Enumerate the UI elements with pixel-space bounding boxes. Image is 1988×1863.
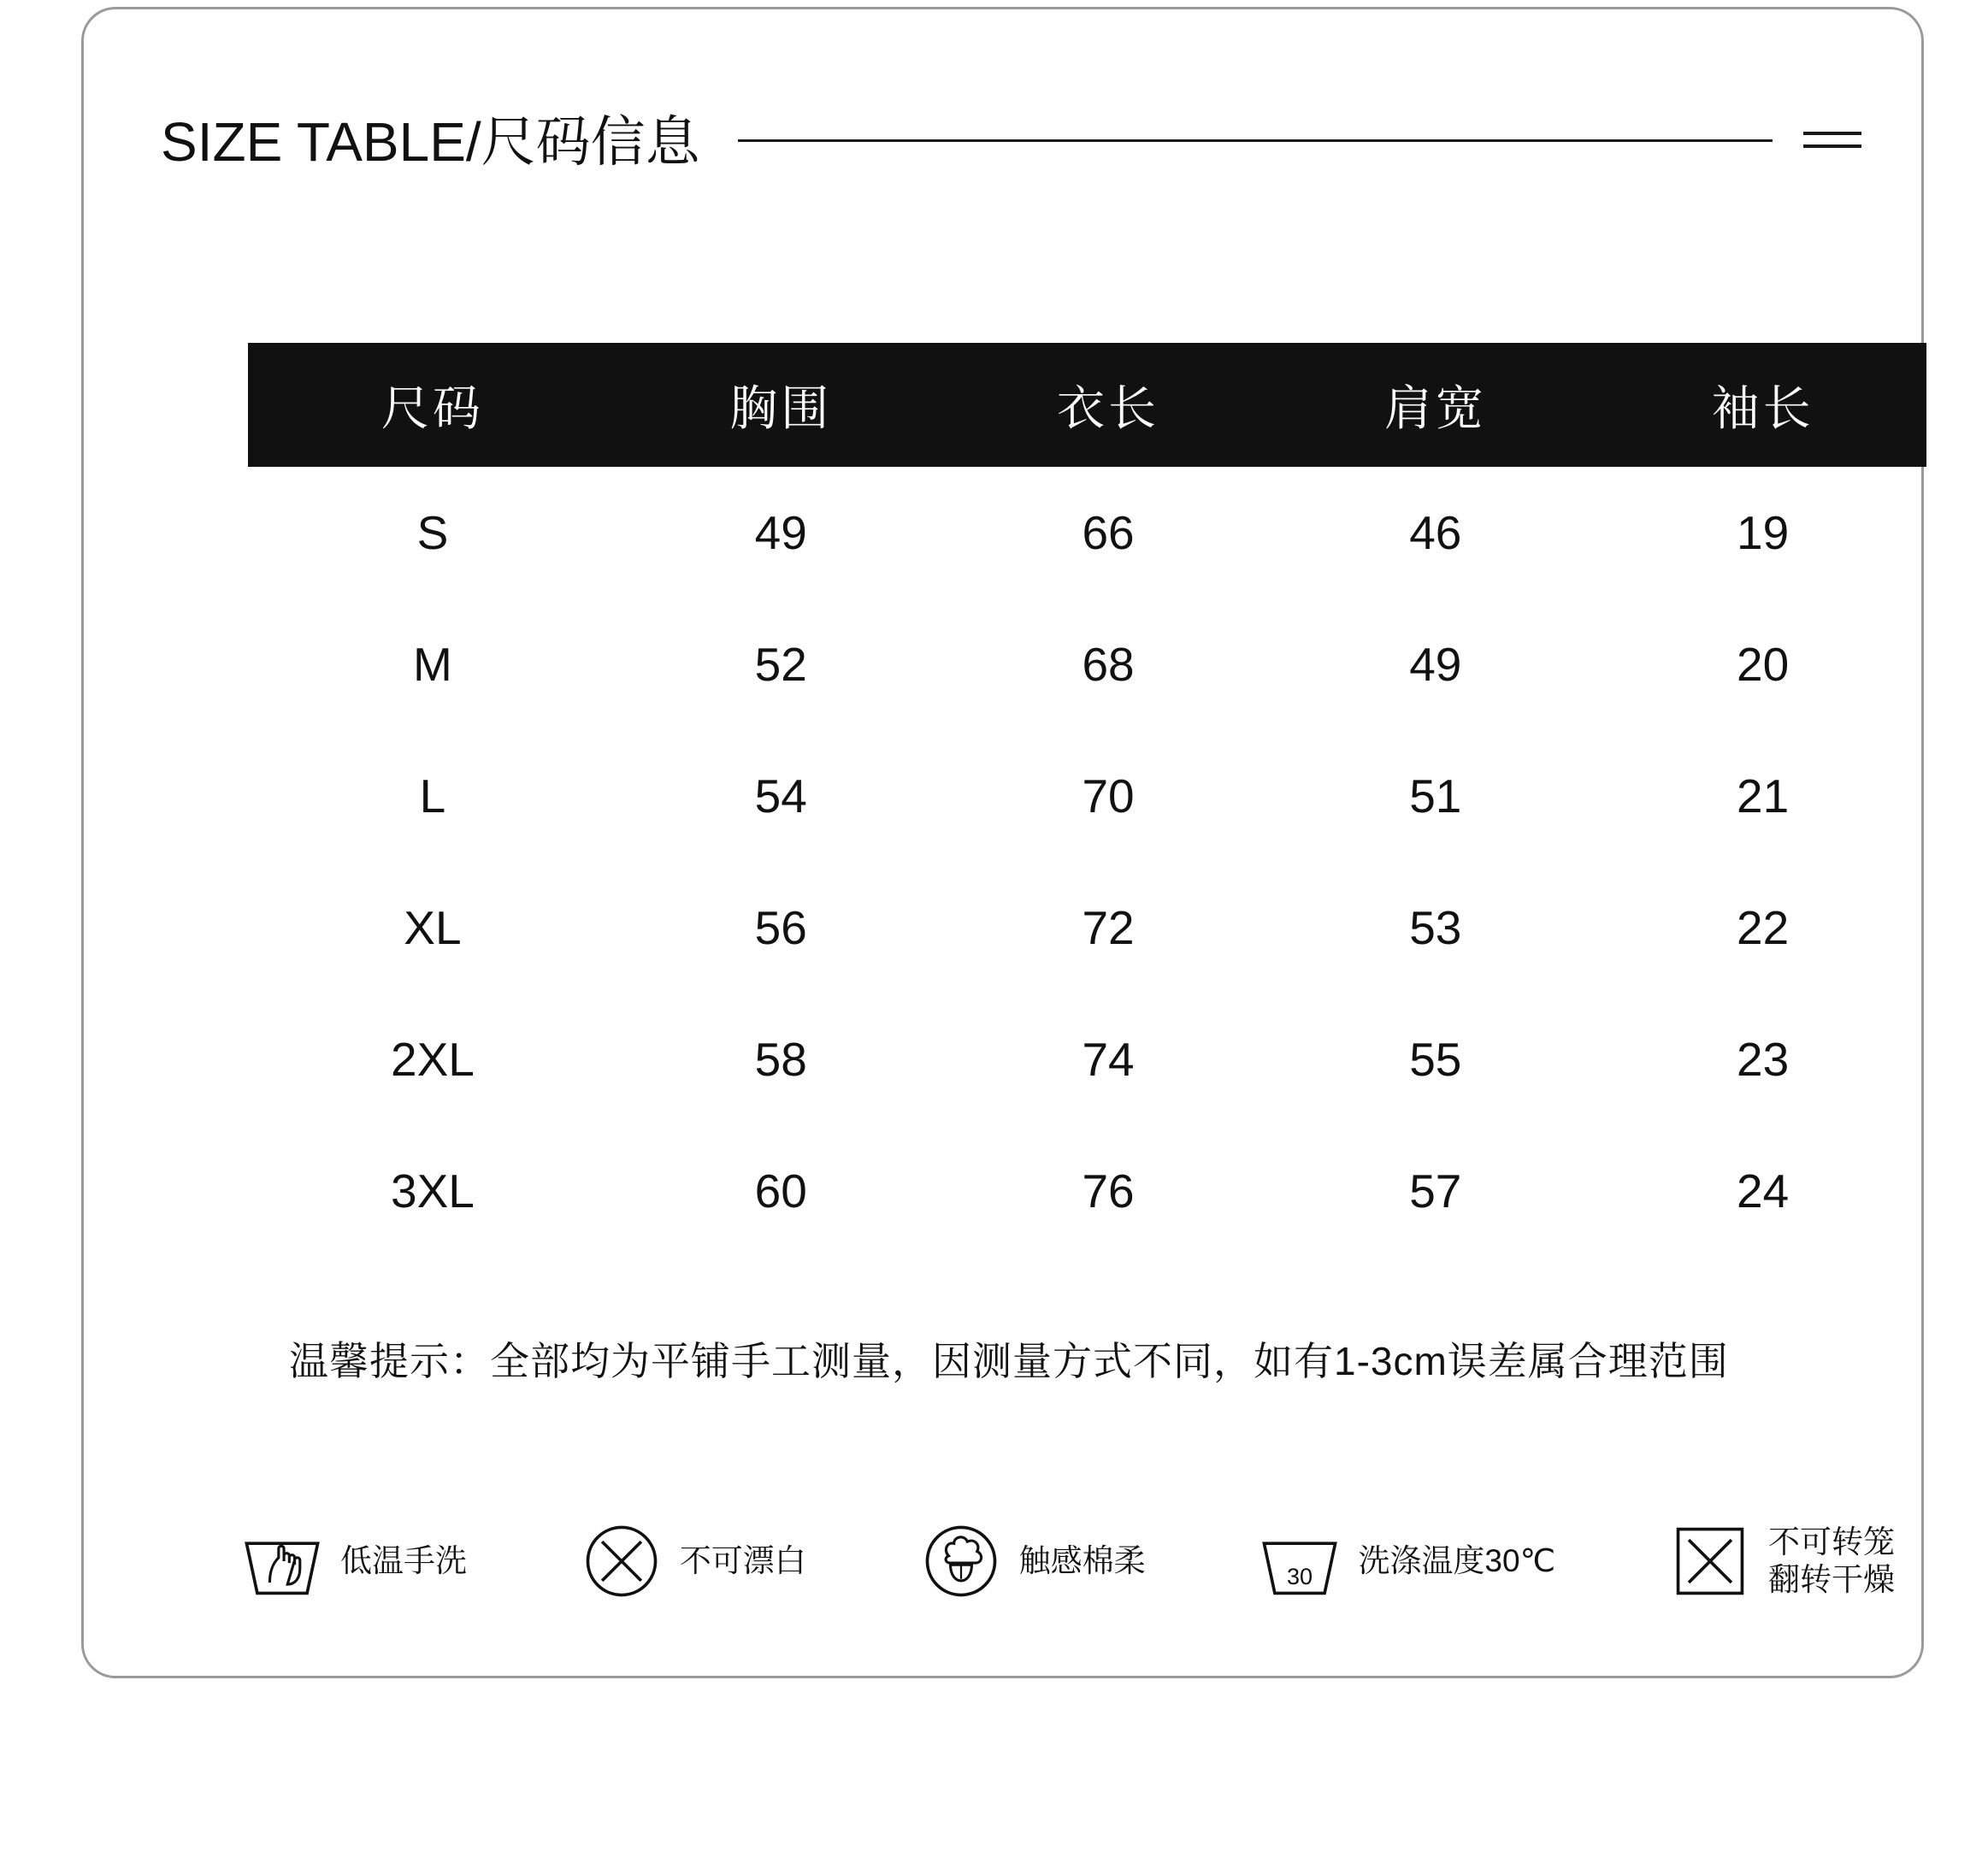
- wash-temperature-icon: [1255, 1517, 1344, 1606]
- table-header-row: [248, 343, 1926, 467]
- cotton-soft-icon: [917, 1517, 1006, 1606]
- table-row: [248, 1125, 1926, 1257]
- measurement-note: 温馨提示：全部均为平铺手工测量，因测量方式不同，如有1-3cm误差属合理范围: [289, 1339, 1729, 1383]
- cell-shoulder: 46: [1409, 506, 1462, 559]
- cell-size: L: [419, 769, 446, 822]
- cell-sleeve: 20: [1737, 638, 1790, 691]
- cell-length: 74: [1082, 1033, 1135, 1086]
- care-item-wash-temperature: [1255, 1517, 1555, 1606]
- table-row: [248, 993, 1926, 1125]
- hamburger-icon[interactable]: [1803, 132, 1861, 148]
- cell-sleeve: 21: [1737, 769, 1790, 822]
- do-not-bleach-icon: [577, 1517, 666, 1606]
- hand-wash-icon: [238, 1517, 327, 1606]
- cell-size: XL: [404, 901, 462, 954]
- cell-shoulder: 57: [1409, 1164, 1462, 1217]
- cell-bust: 56: [754, 901, 807, 954]
- cell-bust: 49: [754, 506, 807, 559]
- cell-bust: 58: [754, 1033, 807, 1086]
- cell-bust: 60: [754, 1164, 807, 1217]
- cell-shoulder: 51: [1409, 769, 1462, 822]
- cell-length: 72: [1082, 901, 1135, 954]
- cell-bust: 52: [754, 638, 807, 691]
- column-header-length: 衣长: [1057, 380, 1160, 435]
- cell-length: 68: [1082, 638, 1135, 691]
- column-header-sleeve: 袖长: [1711, 380, 1814, 435]
- care-item-hand-wash: [238, 1517, 467, 1606]
- table-row: [248, 862, 1926, 993]
- cell-length: 66: [1082, 506, 1135, 559]
- column-header-bust: 胸围: [729, 380, 833, 435]
- cell-sleeve: 19: [1737, 506, 1790, 559]
- cell-length: 76: [1082, 1164, 1135, 1217]
- care-item-cotton-soft: [917, 1517, 1146, 1606]
- cell-size: S: [416, 506, 449, 559]
- cell-length: 70: [1082, 769, 1135, 822]
- cell-shoulder: 55: [1409, 1033, 1462, 1086]
- cell-sleeve: 24: [1737, 1164, 1790, 1217]
- cell-shoulder: 49: [1409, 638, 1462, 691]
- size-table-card: [81, 7, 1924, 1678]
- cell-sleeve: 23: [1737, 1033, 1790, 1086]
- care-label: 不可转笼 翻转干燥: [1767, 1524, 1895, 1597]
- cell-sleeve: 22: [1737, 901, 1790, 954]
- cell-bust: 54: [754, 769, 807, 822]
- care-item-do-not-tumble-dry: [1666, 1517, 1914, 1606]
- cell-size: 3XL: [390, 1164, 475, 1217]
- header: [161, 99, 1861, 176]
- care-label: 低温手洗: [340, 1543, 467, 1579]
- column-header-size: 尺码: [380, 380, 484, 435]
- cell-size: M: [413, 638, 452, 691]
- table-row: [248, 730, 1926, 862]
- table-row: [248, 467, 1926, 598]
- care-instructions: [238, 1501, 1914, 1621]
- care-label: 洗涤温度30℃: [1358, 1543, 1556, 1579]
- care-item-do-not-bleach: [577, 1517, 806, 1606]
- cell-size: 2XL: [390, 1033, 475, 1086]
- care-label: 不可漂白: [679, 1543, 806, 1579]
- table-row: [248, 598, 1926, 730]
- svg-text:30: 30: [1287, 1564, 1313, 1590]
- column-header-shoulder: 肩宽: [1383, 380, 1487, 435]
- do-not-tumble-dry-icon: [1666, 1517, 1755, 1606]
- page-title: SIZE TABLE/尺码信息: [161, 111, 700, 173]
- cell-shoulder: 53: [1409, 901, 1462, 954]
- header-divider: [738, 139, 1773, 142]
- size-table: [248, 343, 1926, 1257]
- care-label: 触感棉柔: [1018, 1543, 1146, 1579]
